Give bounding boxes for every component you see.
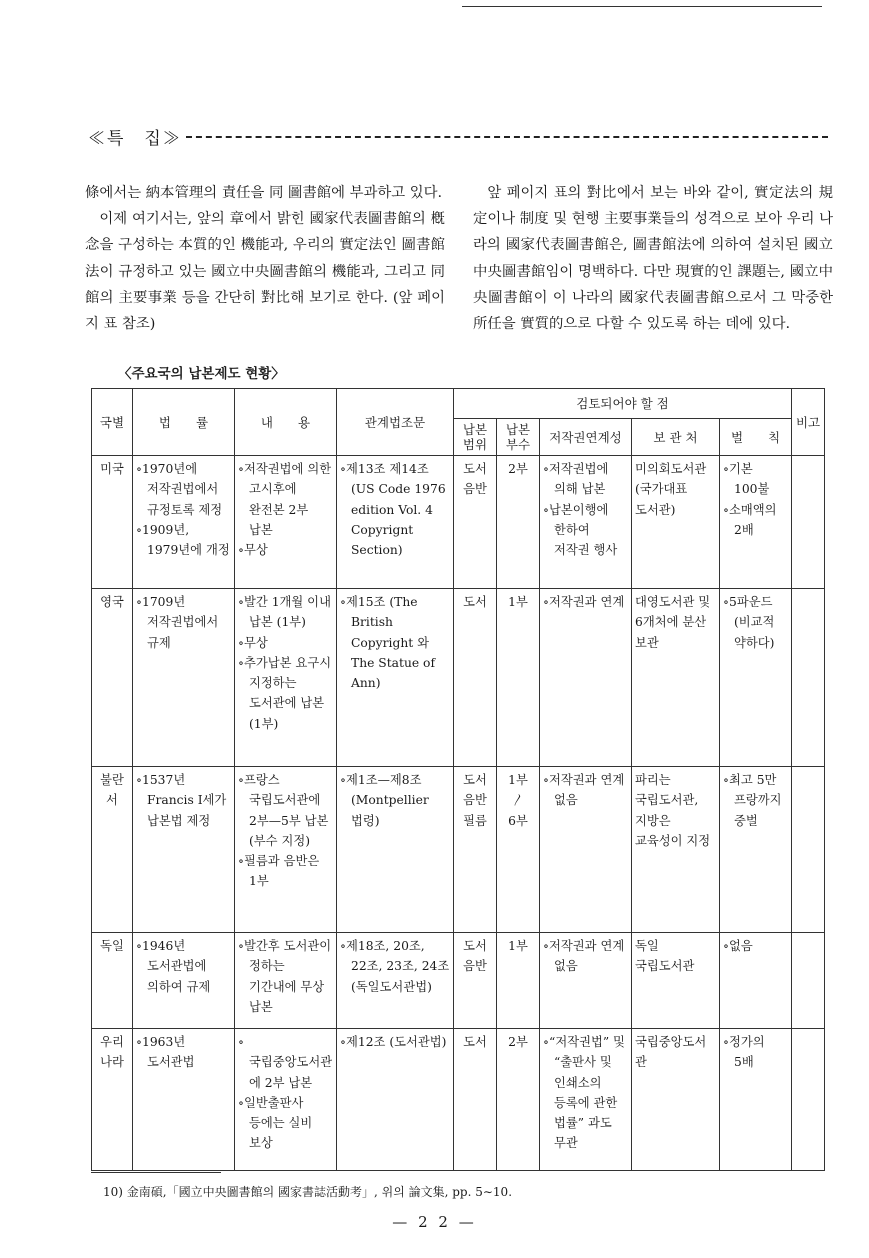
header-copies: 납본 부수 xyxy=(497,419,540,456)
bullet-item: ∘무상 xyxy=(238,635,268,650)
cell-text: 우리 나라 xyxy=(100,1035,124,1070)
left-paragraph-2: 이제 여기서는, 앞의 章에서 밝힌 國家代表圖書館의 槪念을 구성하는 本質的인 機能과, 우리의 實定法인 圖書館法이 규정하고 있는 國立中央圖書館의 機能과, 그리고 同館의 主要事業 등을 간단히 對比해 보기로 한다. (앞 페이지 표 참조) xyxy=(85,211,445,333)
bullet-item: ∘일반출판사 등에는 실비 보상 xyxy=(238,1095,313,1151)
bullet-item: ∘5파운드 (비교적 약하다) xyxy=(723,595,775,650)
bullet-item: ∘발간후 도서관이 정하는 기간내에 무상 납본 xyxy=(238,939,332,1014)
left-paragraph-1: 條에서는 納本管理의 責任을 同 圖書館에 부과하고 있다. xyxy=(85,185,443,201)
cell-copies xyxy=(497,589,540,767)
bullet-item: ∘정가의 5배 xyxy=(723,1035,765,1070)
bullet-item: ∘저작권법에 의한 고시후에 완전본 2부 납본 xyxy=(238,462,332,537)
cell-text: 도서 xyxy=(463,595,487,609)
cell-law xyxy=(133,1029,235,1171)
cell-penalty xyxy=(720,456,792,589)
bullet-item: ∘납본이행에 한하여 저작권 행사 xyxy=(543,502,618,558)
table-body xyxy=(92,456,825,1171)
cell-copyright xyxy=(540,933,632,1029)
header-remarks: 비고 xyxy=(792,389,825,456)
cell-remarks xyxy=(792,589,825,767)
cell-country xyxy=(92,589,133,767)
cell-copyright xyxy=(540,767,632,933)
section-header xyxy=(88,124,828,148)
cell-text: 독일 국립도서관 xyxy=(635,939,695,974)
right-paragraph-1: 앞 페이지 표의 對比에서 보는 바와 같이, 實定法의 規定이나 制度 및 현행 主要事業들의 성격으로 보아 우리 나라의 國家代表圖書館은, 圖書館法에 의하여 설치된 國立中央圖書館임이 명백하다. 다만 現實的인 課題는, 國立中央圖書館이 이 나라의 國家代表圖書館으로서 그 막중한 所任을 實質的으로 다할 수 있도록 하는 데에 있다. xyxy=(473,185,833,333)
cell-scope xyxy=(454,589,497,767)
section-title: ≪특 집≫ xyxy=(88,128,182,149)
cell-copies xyxy=(497,767,540,933)
cell-text: 1부 xyxy=(508,939,528,953)
cell-scope xyxy=(454,933,497,1029)
header-review: 검토되어야 할 점 xyxy=(454,389,792,419)
cell-country xyxy=(92,767,133,933)
bullet-item: ∘저작권과 연계 없음 xyxy=(543,939,625,974)
bullet-item: ∘제13조 제14조 (US Code 1976 edition Vol. 4 Copyrignt Section) xyxy=(340,462,446,558)
cell-text: 도서 음반 xyxy=(463,939,487,974)
header-scope: 납본 범위 xyxy=(454,419,497,456)
header-article: 관계법조문 xyxy=(337,389,454,456)
cell-copies xyxy=(497,1029,540,1171)
bullet-item: ∘1537년 Francis Ⅰ세가 납본법 제정 xyxy=(136,773,227,828)
bullet-item: ∘저작권과 연계 없음 xyxy=(543,773,625,808)
bullet-item: ∘1963년 도서관법 xyxy=(136,1035,195,1070)
cell-remarks xyxy=(792,933,825,1029)
left-column xyxy=(85,180,445,337)
header-penalty: 벌 칙 xyxy=(720,419,792,456)
bullet-item: ∘1946년 도서관법에 의하여 규제 xyxy=(136,939,211,994)
cell-country xyxy=(92,456,133,589)
bullet-item: ∘저작권법에 의해 납본 xyxy=(543,462,609,497)
top-rule xyxy=(462,6,822,7)
cell-remarks xyxy=(792,767,825,933)
cell-scope xyxy=(454,456,497,589)
right-column xyxy=(473,180,833,337)
cell-law xyxy=(133,933,235,1029)
bullet-item: ∘제18조, 20조, 22조, 23조, 24조(독일도서관법) xyxy=(340,939,450,994)
cell-copies xyxy=(497,456,540,589)
cell-custody xyxy=(632,767,720,933)
bullet-item: ∘최고 5만 프랑까지 중벌 xyxy=(723,773,782,828)
bullet-item: ∘1970년에 저작권법에서 규정토록 제정 xyxy=(136,462,223,517)
cell-text: 불란서 xyxy=(100,773,124,808)
cell-text: 독일 xyxy=(100,939,124,953)
cell-remarks xyxy=(792,1029,825,1171)
header-dashed-rule xyxy=(186,136,828,138)
cell-custody xyxy=(632,589,720,767)
cell-text: 미국 xyxy=(100,462,124,476)
bullet-item: ∘발간 1개월 이내 납본 (1부) xyxy=(238,595,331,630)
cell-text: 도서 음반 xyxy=(463,462,487,497)
cell-content xyxy=(235,767,337,933)
cell-text: 파리는 국립도서관, 지방은 교육성이 지정 xyxy=(635,773,711,848)
cell-article xyxy=(337,589,454,767)
cell-text: 미의회도서관 (국가대표 도서관) xyxy=(635,462,707,517)
cell-text: 도서 음반 필름 xyxy=(463,773,487,828)
cell-law xyxy=(133,456,235,589)
header-custody: 보 관 처 xyxy=(632,419,720,456)
cell-remarks xyxy=(792,456,825,589)
cell-copies xyxy=(497,933,540,1029)
cell-penalty xyxy=(720,1029,792,1171)
cell-country xyxy=(92,933,133,1029)
cell-copyright xyxy=(540,456,632,589)
header-copyright: 저작권연계성 xyxy=(540,419,632,456)
cell-text: 1부 〳 6부 xyxy=(508,773,528,828)
cell-text: 도서 xyxy=(463,1035,487,1049)
cell-custody xyxy=(632,456,720,589)
cell-text: 1부 xyxy=(508,595,528,609)
cell-law xyxy=(133,767,235,933)
cell-law xyxy=(133,589,235,767)
cell-custody xyxy=(632,933,720,1029)
cell-text: 2부 xyxy=(508,462,528,476)
header-law: 법 률 xyxy=(133,389,235,456)
bullet-item: ∘소매액의 2배 xyxy=(723,502,777,537)
cell-penalty xyxy=(720,933,792,1029)
cell-copyright xyxy=(540,1029,632,1171)
table-row xyxy=(92,933,825,1029)
table-row xyxy=(92,767,825,933)
bullet-item: ∘저작권과 연계 xyxy=(543,595,625,609)
cell-content xyxy=(235,456,337,589)
cell-scope xyxy=(454,1029,497,1171)
legal-deposit-table xyxy=(91,388,825,1171)
cell-text: 국립중앙도서관 xyxy=(635,1035,707,1070)
cell-content xyxy=(235,1029,337,1171)
table-row xyxy=(92,456,825,589)
header-content: 내 용 xyxy=(235,389,337,456)
bullet-item: ∘기본 100불 xyxy=(723,462,770,497)
cell-text: 대영도서관 및 6개처에 분산 보관 xyxy=(635,595,711,650)
cell-article xyxy=(337,1029,454,1171)
bullet-item: ∘무상 xyxy=(238,543,268,558)
bullet-item: ∘1909년, 1979년에 개정 xyxy=(136,522,230,558)
header-country: 국별 xyxy=(92,389,133,456)
cell-text: 영국 xyxy=(100,595,124,609)
bullet-item: ∘제15조 (The British Copyright 와 The Statue of Ann) xyxy=(340,595,436,691)
bullet-item: ∘1709년 저작권법에서 규제 xyxy=(136,595,219,650)
page-number: — 2 2 — xyxy=(392,1213,477,1231)
cell-custody xyxy=(632,1029,720,1171)
bullet-item: ∘없음 xyxy=(723,939,753,953)
cell-penalty xyxy=(720,767,792,933)
bullet-item: ∘“저작권법” 및 “출판사 및 인쇄소의 등록에 관한 법률” 과도 무관 xyxy=(543,1035,625,1151)
cell-article xyxy=(337,767,454,933)
bullet-item: ∘필름과 음반은 1부 xyxy=(238,854,320,889)
cell-content xyxy=(235,589,337,767)
cell-article xyxy=(337,456,454,589)
bullet-item: ∘프랑스 국립도서관에 2부—5부 납본(부수 지정) xyxy=(238,773,329,848)
cell-country xyxy=(92,1029,133,1171)
table-row xyxy=(92,1029,825,1171)
bullet-item: ∘추가납본 요구시 지정하는 도서관에 납본(1부) xyxy=(238,655,332,731)
table-row xyxy=(92,589,825,767)
cell-copyright xyxy=(540,589,632,767)
bullet-item: ∘제12조 (도서관법) xyxy=(340,1035,447,1049)
bullet-item: ∘국립중앙도서관에 2부 납본 xyxy=(238,1035,333,1090)
footnote-rule xyxy=(91,1172,221,1173)
table-caption: 〈주요국의 납본제도 현황〉 xyxy=(118,366,285,382)
bullet-item: ∘제1조—제8조 (Montpellier 법령) xyxy=(340,773,429,828)
cell-article xyxy=(337,933,454,1029)
cell-scope xyxy=(454,767,497,933)
footnote: 10) 金南碩,「國立中央圖書館의 國家書誌活動考」, 위의 論文集, pp. 5∼10. xyxy=(103,1185,513,1199)
cell-content xyxy=(235,933,337,1029)
cell-text: 2부 xyxy=(508,1035,528,1049)
cell-penalty xyxy=(720,589,792,767)
